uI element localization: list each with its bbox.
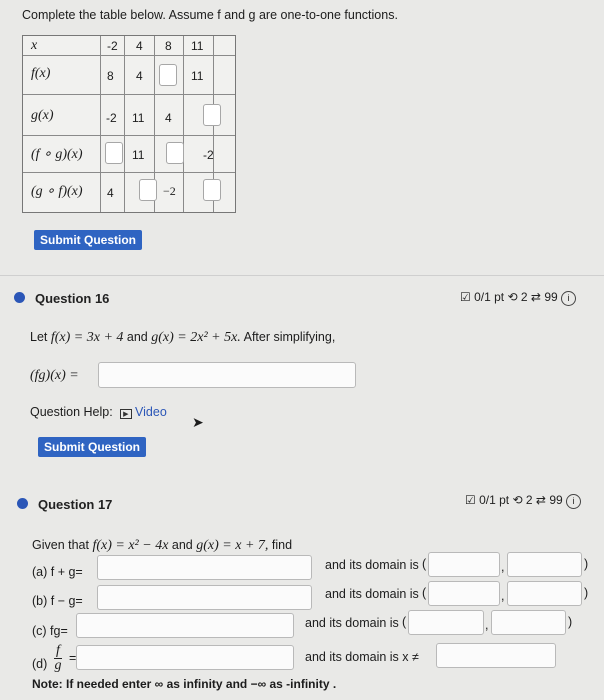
q17-b-domain-lower[interactable] [428, 581, 500, 606]
fog-input-8[interactable] [166, 142, 184, 164]
q17-b-domain-upper[interactable] [507, 581, 582, 606]
g-input-11[interactable] [203, 104, 221, 126]
comma: , [501, 589, 505, 603]
g-val-3: 4 [165, 111, 172, 125]
gof-input-11[interactable] [203, 179, 221, 201]
q17-c-domain-lower[interactable] [408, 610, 484, 635]
retry-icon: ⟲ [512, 493, 523, 507]
row-label-g: g(x) [31, 108, 54, 123]
q16-status-dot [14, 292, 25, 303]
q17-title: Question 17 [38, 497, 113, 512]
q17-c-domain-text: and its domain is [305, 616, 399, 630]
q17-c-input[interactable] [76, 613, 294, 638]
header-x3: 8 [165, 39, 172, 53]
q17-d-domain-input[interactable] [436, 643, 556, 668]
header-x1: -2 [107, 39, 118, 53]
q16-answer-input[interactable] [98, 362, 356, 388]
q16-score: ☑ 0/1 pt ⟲ 2 ⇄ 99 i [460, 290, 576, 306]
q17-d-input[interactable] [76, 645, 294, 670]
q16-answer-label: (fg)(x) = [30, 368, 79, 383]
checkbox-icon: ☑ [460, 290, 471, 304]
f-val-2: 4 [136, 69, 143, 83]
q17-a-domain-upper[interactable] [507, 552, 582, 577]
paren-open: ( [422, 557, 427, 571]
q16-submit-button[interactable]: Submit Question [38, 437, 146, 457]
comma: , [485, 618, 489, 632]
header-x: x [31, 38, 38, 53]
gof-input-4[interactable] [139, 179, 157, 201]
divider [0, 275, 604, 276]
info-icon[interactable]: i [566, 494, 581, 509]
cursor-icon: ➤ [192, 414, 204, 430]
checkbox-icon: ☑ [465, 493, 476, 507]
q16-title: Question 16 [35, 291, 110, 306]
q17-prompt: Given that f(x) = x² − 4x and g(x) = x + 7, find [32, 538, 293, 553]
q15-instruction: Complete the table below. Assume f and g are one-to-one functions. [22, 8, 398, 22]
paren-close: ) [568, 615, 573, 629]
comma: , [501, 560, 505, 574]
q17-status-dot [17, 498, 28, 509]
q17-a-label: (a) f + g= [32, 565, 83, 579]
row-label-fog: (f ∘ g)(x) [31, 147, 83, 162]
fog-val-2: 11 [132, 148, 145, 162]
gof-val-1: 4 [107, 186, 114, 200]
q17-d-domain-text: and its domain is x ≠ [305, 650, 419, 664]
paren-close: ) [584, 557, 589, 571]
q15-submit-button[interactable]: Submit Question [34, 230, 142, 250]
row-label-f: f(x) [31, 66, 51, 81]
paren-close: ) [584, 586, 589, 600]
paren-open: ( [402, 615, 407, 629]
attempts-icon: ⇄ [530, 290, 541, 304]
f-val-4: 11 [191, 69, 204, 83]
header-x4: 11 [191, 39, 204, 53]
q17-d-label: (d) [32, 657, 48, 671]
gof-val-3: −2 [163, 184, 176, 198]
q17-note: Note: If needed enter ∞ as infinity and −∞ as -infinity . [32, 677, 337, 691]
video-link[interactable]: ▶ Video [120, 405, 167, 419]
info-icon[interactable]: i [561, 291, 576, 306]
q17-score: ☑ 0/1 pt ⟲ 2 ⇄ 99 i [465, 493, 581, 509]
q17-a-input[interactable] [97, 555, 312, 580]
attempts-icon: ⇄ [535, 493, 546, 507]
q17-b-domain-text: and its domain is [325, 587, 419, 601]
q17-a-domain-text: and its domain is [325, 558, 419, 572]
q17-c-domain-upper[interactable] [491, 610, 566, 635]
function-table [22, 35, 236, 213]
q17-b-label: (b) f − g= [32, 594, 83, 608]
g-val-2: 11 [132, 111, 145, 125]
q17-d-fraction: f g [54, 643, 62, 673]
row-label-gof: (g ∘ f)(x) [31, 184, 83, 199]
header-x2: 4 [136, 39, 143, 53]
play-icon: ▶ [120, 409, 131, 419]
q17-d-eq: = [69, 651, 77, 665]
fog-input-neg2[interactable] [105, 142, 123, 164]
g-val-1: -2 [106, 111, 117, 125]
q17-b-input[interactable] [97, 585, 312, 610]
q17-c-label: (c) fg= [32, 624, 68, 638]
q16-prompt: Let f(x) = 3x + 4 and g(x) = 2x² + 5x. After simplifying, [30, 330, 336, 345]
paren-open: ( [422, 586, 427, 600]
fog-val-4: -2 [203, 148, 214, 162]
f-val-1: 8 [107, 69, 114, 83]
f-input-8[interactable] [159, 64, 177, 86]
retry-icon: ⟲ [507, 290, 518, 304]
q16-help: Question Help: ▶ Video [30, 405, 167, 419]
q17-a-domain-lower[interactable] [428, 552, 500, 577]
